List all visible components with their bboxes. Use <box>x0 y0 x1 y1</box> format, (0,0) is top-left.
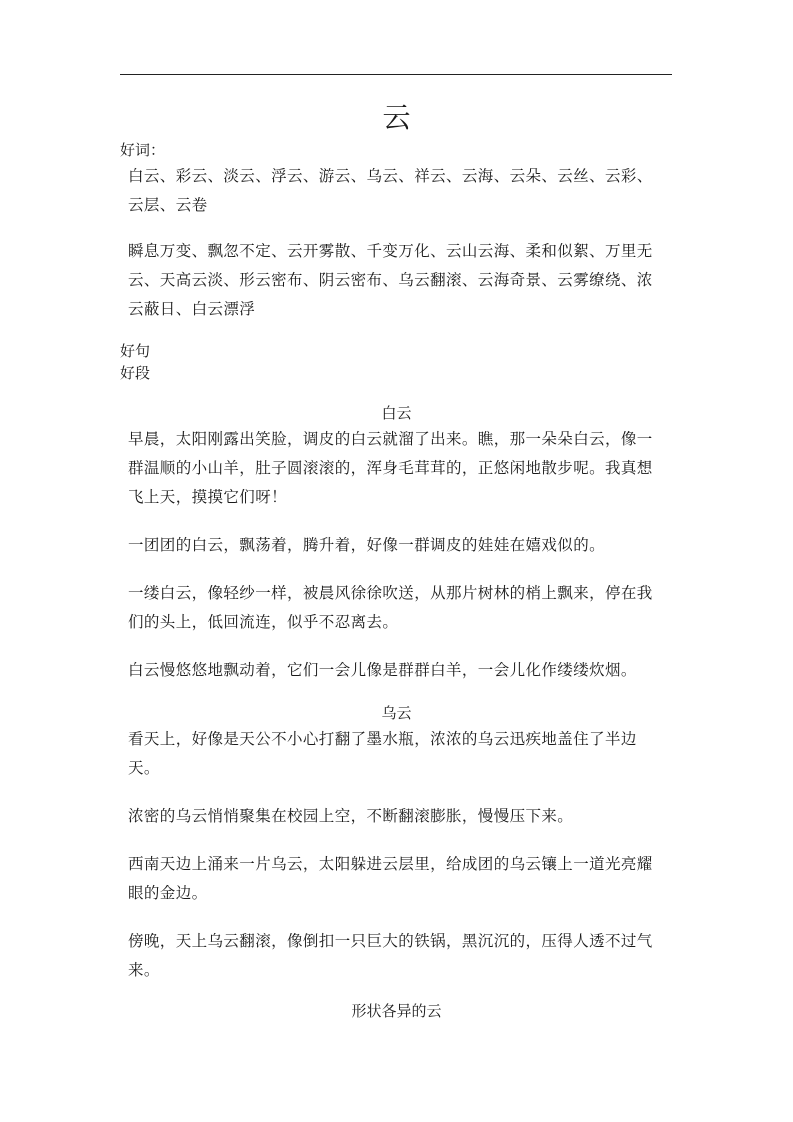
section-heading-white-cloud: 白云 <box>381 404 412 422</box>
dark-cloud-paragraph-1: 看天上，好像是天公不小心打翻了墨水瓶，浓浓的乌云迅疾地盖住了半边天。 <box>128 730 637 777</box>
dark-cloud-paragraph-4: 傍晚，天上乌云翻滚，像倒扣一只巨大的铁锅，黑沉沉的，压得人透不过气来。 <box>128 932 653 979</box>
section-heading-cloud-shapes: 形状各异的云 <box>351 1002 442 1020</box>
section-heading-dark-cloud: 乌云 <box>381 704 412 722</box>
page-title: 云 <box>382 101 411 134</box>
good-paragraphs-label: 好段 <box>120 364 151 382</box>
white-cloud-paragraph-2: 一团团的白云，飘荡着，腾升着，好像一群调皮的娃娃在嬉戏似的。 <box>128 536 606 554</box>
dark-cloud-paragraph-3: 西南天边上涌来一片乌云，太阳躲进云层里，给成团的乌云镶上一道光亮耀眼的金边。 <box>128 855 653 902</box>
good-words-label: 好词： <box>120 141 166 159</box>
header-rule <box>120 74 672 75</box>
white-cloud-paragraph-3: 一缕白云，像轻纱一样，被晨风徐徐吹送，从那片树林的梢上飘来，停在我们的头上，低回流连，似乎不忍离去。 <box>128 584 653 631</box>
dark-cloud-paragraph-2: 浓密的乌云悄悄聚集在校园上空，不断翻滚膨胀，慢慢压下来。 <box>128 807 574 825</box>
good-sentences-label: 好句 <box>120 342 151 360</box>
good-words-list-1: 白云、彩云、淡云、浮云、游云、乌云、祥云、云海、云朵、云丝、云彩、云层、云卷 <box>128 167 653 214</box>
white-cloud-paragraph-4: 白云慢悠悠地飘动着，它们一会儿像是群群白羊，一会儿化作缕缕炊烟。 <box>128 661 637 679</box>
good-words-list-2: 瞬息万变、飘忽不定、云开雾散、千变万化、云山云海、柔和似絮、万里无云、天高云淡、形云密布、阴云密布、乌云翻滚、云海奇景、云雾缭绕、浓云蔽日、白云漂浮 <box>128 242 653 318</box>
white-cloud-paragraph-1: 早晨，太阳刚露出笑脸，调皮的白云就溜了出来。瞧，那一朵朵白云，像一群温顺的小山羊，肚子圆滚滚的，浑身毛茸茸的，正悠闲地散步呢。我真想飞上天，摸摸它们呀！ <box>128 430 653 506</box>
